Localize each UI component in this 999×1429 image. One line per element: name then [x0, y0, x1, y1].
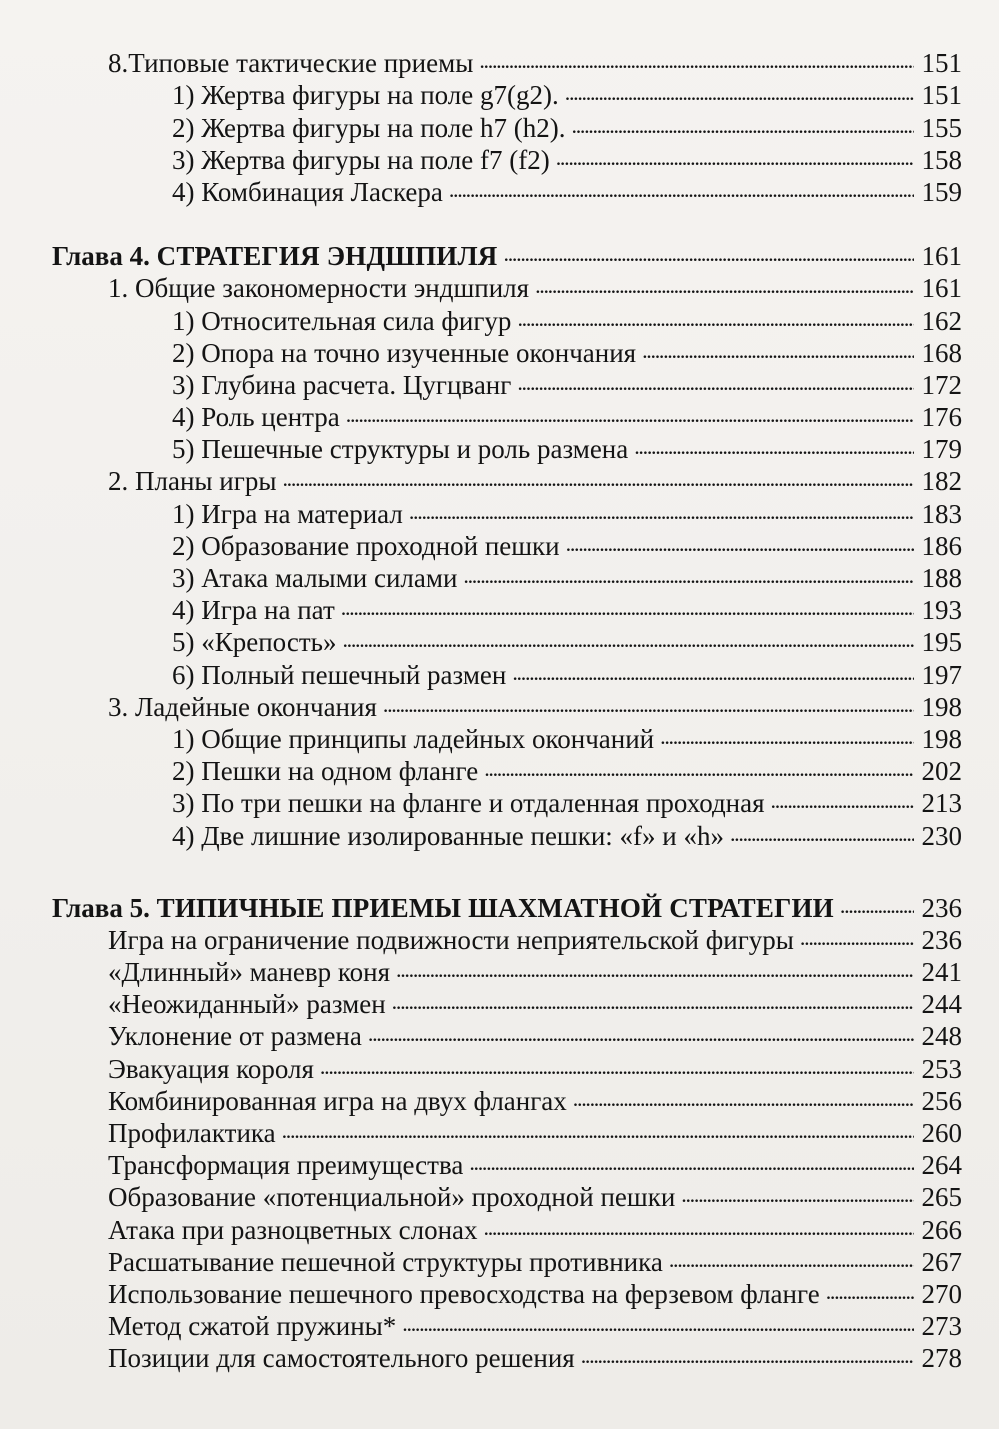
dot-leader [512, 651, 914, 683]
toc-page-number: 155 [921, 112, 962, 143]
toc-topic-title: Уклонение от размена [108, 1021, 362, 1052]
toc-item-title: 1) Общие принципы ладейных окончаний [172, 723, 655, 754]
toc-page-number: 266 [921, 1214, 962, 1245]
toc-item-title: 2) Опора на точно изученные окончания [172, 337, 637, 368]
toc-page-number: 158 [921, 144, 962, 175]
toc-topic [0, 981, 999, 1020]
toc-page-number: 265 [921, 1182, 962, 1213]
toc-topic-title: Позиции для самостоятельного решения [108, 1343, 575, 1374]
dot-leader [342, 619, 914, 651]
dot-leader [346, 394, 914, 426]
toc-page-number: 278 [921, 1343, 962, 1374]
dot-leader [730, 812, 914, 844]
toc-item [0, 137, 999, 175]
toc-page-number: 168 [921, 337, 962, 368]
toc-item-title: 4) Роль центра [172, 402, 340, 433]
toc-page-number: 256 [921, 1085, 962, 1116]
toc-page-number: 162 [921, 305, 962, 336]
toc-page-number: 195 [921, 627, 962, 658]
dot-leader [409, 490, 914, 522]
toc-page-number: 244 [921, 989, 962, 1020]
dot-leader [634, 426, 914, 458]
toc-page-number: 176 [921, 402, 962, 433]
toc-section-title: 1. Общие закономерности эндшпиля [108, 273, 530, 304]
toc-topic-title: Метод сжатой пружины* [108, 1311, 397, 1342]
toc-item [0, 426, 999, 465]
dot-leader [517, 362, 914, 394]
toc-item [0, 812, 999, 851]
toc-item-title: 6) Полный пешечный размен [172, 659, 507, 690]
toc-topic-title: Атака при разноцветных слонах [108, 1214, 478, 1245]
toc-page-number: 241 [921, 957, 962, 988]
dot-leader [800, 917, 914, 949]
toc-item [0, 362, 999, 400]
toc-page-number: 193 [921, 595, 962, 626]
dot-leader [320, 1045, 914, 1077]
toc-item-title: 5) Пешечные структуры и роль размена [172, 434, 629, 465]
toc-item [0, 297, 999, 336]
table-of-contents [0, 40, 999, 1374]
toc-item [0, 394, 999, 433]
dot-leader [840, 885, 914, 917]
toc-item [0, 780, 999, 819]
toc-item-title: 1) Относительная сила фигур [172, 305, 512, 336]
toc-item-title: 2) Пешки на одном фланге [172, 756, 479, 787]
toc-topic-title: Расшатывание пешечной структуры противника [108, 1246, 663, 1277]
toc-item [0, 523, 999, 561]
toc-topic [0, 1045, 999, 1084]
toc-section [0, 265, 999, 304]
toc-item [0, 169, 999, 207]
toc-page-number: 198 [921, 691, 962, 722]
toc-item-title: 2) Жертва фигуры на поле h7 (h2). [172, 112, 566, 143]
toc-item-title: 3) Жертва фигуры на поле f7 (f2) [172, 144, 550, 175]
toc-topic [0, 1013, 999, 1052]
toc-topic-title: Профилактика [108, 1118, 276, 1148]
toc-page-number: 264 [921, 1150, 962, 1181]
toc-topic [0, 917, 999, 955]
toc-item-title: 2) Образование проходной пешки [172, 530, 560, 561]
dot-leader [484, 1206, 914, 1238]
dot-leader [383, 684, 914, 716]
toc-topic [0, 1335, 999, 1374]
toc-item [0, 104, 999, 143]
dot-leader [396, 949, 914, 981]
toc-topic [0, 1271, 999, 1309]
toc-item [0, 716, 999, 754]
toc-page-number: 202 [921, 756, 962, 787]
toc-item-title: 1) Игра на материал [172, 498, 403, 529]
toc-page-number: 182 [921, 466, 962, 497]
toc-topic [0, 1174, 999, 1213]
toc-topic-title: «Длинный» маневр коня [108, 957, 391, 988]
dot-leader [660, 716, 914, 748]
toc-item [0, 651, 999, 690]
dot-leader [826, 1271, 914, 1303]
toc-page-number: 151 [921, 80, 962, 111]
dot-leader [517, 297, 914, 329]
dot-leader [392, 981, 914, 1013]
chapter-prefix: Глава 5. [52, 892, 150, 923]
chapter-name: ТИПИЧНЫЕ ПРИЕМЫ ШАХМАТНОЙ СТРАТЕГИИ [156, 892, 834, 923]
toc-topic [0, 1206, 999, 1245]
spacer [0, 201, 999, 233]
toc-topic-title: Комбинированная игра на двух флангах [108, 1085, 567, 1116]
dot-leader [581, 1335, 914, 1367]
toc-section [0, 458, 999, 497]
chapter-name: СТРАТЕГИЯ ЭНДШПИЛЯ [156, 241, 498, 272]
toc-item-title: 5) «Крепость» [172, 627, 337, 658]
toc-item [0, 555, 999, 593]
toc-topic-title: Образование «потенциальной» проходной пешки [108, 1182, 676, 1213]
toc-section-title: 8.Типовые тактические приемы [108, 48, 474, 79]
toc-item [0, 330, 999, 368]
toc-item-title: 4) Комбинация Ласкера [172, 176, 443, 207]
toc-page-number: 186 [921, 530, 962, 561]
toc-page-number: 260 [921, 1118, 962, 1148]
toc-item [0, 587, 999, 626]
toc-item-title: 3) Глубина расчета. Цугцванг [172, 369, 512, 400]
toc-page-number: 151 [921, 48, 962, 79]
toc-topic [0, 1142, 999, 1181]
dot-leader [469, 1142, 914, 1174]
dot-leader [484, 748, 914, 780]
toc-page-number: 236 [921, 892, 962, 923]
dot-leader [341, 587, 914, 619]
toc-page-number: 253 [921, 1053, 962, 1084]
dot-leader [556, 137, 914, 169]
toc-topic-title: Использование пешечного превосходства на ферзевом фланге [108, 1278, 820, 1309]
toc-section-title: 2. Планы игры [108, 466, 277, 497]
toc-item-title: 3) По три пешки на фланге и отдаленная проходная [172, 788, 765, 819]
dot-leader [642, 330, 914, 362]
dot-leader [479, 40, 914, 72]
dot-leader [402, 1303, 914, 1335]
toc-page-number: 198 [921, 723, 962, 754]
toc-topic-title: Трансформация преимущества [108, 1150, 464, 1181]
toc-page-number: 179 [921, 434, 962, 465]
toc-topic-title: Эвакуация короля [108, 1053, 314, 1084]
dot-leader [504, 233, 914, 265]
toc-topic-title: «Неожиданный» размен [108, 989, 386, 1020]
dot-leader [771, 780, 914, 812]
toc-item [0, 619, 999, 658]
toc-topic-title: Игра на ограничение подвижности неприятельской фигуры [108, 924, 794, 955]
dot-leader [565, 72, 914, 104]
toc-page-number: 236 [921, 924, 962, 955]
dot-leader [572, 104, 915, 136]
toc-item [0, 748, 999, 787]
dot-leader [368, 1013, 914, 1045]
toc-topic [0, 1303, 999, 1342]
chapter-prefix: Глава 4. [52, 241, 150, 272]
toc-topic [0, 949, 999, 988]
toc-section [0, 40, 999, 79]
toc-page-number: 161 [921, 273, 962, 304]
toc-item [0, 72, 999, 111]
toc-item-title: 3) Атака малыми силами [172, 563, 458, 593]
toc-topic [0, 1239, 999, 1277]
toc-page-number: 270 [921, 1278, 962, 1309]
toc-page-number: 248 [921, 1021, 962, 1052]
dot-leader [282, 458, 914, 490]
dot-leader [282, 1110, 914, 1142]
dot-leader [535, 265, 914, 297]
dot-leader [449, 169, 914, 201]
toc-page-number: 159 [921, 176, 962, 207]
toc-section-title: 3. Ладейные окончания [108, 691, 377, 722]
toc-chapter [0, 233, 999, 272]
toc-item-title: 1) Жертва фигуры на поле g7(g2). [172, 80, 559, 111]
dot-leader [463, 555, 914, 587]
toc-page-number: 230 [921, 820, 962, 851]
toc-topic [0, 1078, 999, 1116]
toc-item [0, 490, 999, 529]
dot-leader [681, 1174, 914, 1206]
dot-leader [573, 1078, 914, 1110]
toc-section [0, 684, 999, 722]
dot-leader [566, 523, 914, 555]
toc-page-number: 183 [921, 498, 962, 529]
toc-page-number: 213 [921, 788, 962, 819]
toc-page-number: 188 [921, 563, 962, 593]
toc-page-number: 172 [921, 369, 962, 400]
toc-chapter [0, 885, 999, 923]
toc-item-title: 4) Игра на пат [172, 595, 335, 626]
toc-page-number: 197 [921, 659, 962, 690]
toc-page-number: 273 [921, 1311, 962, 1342]
dot-leader [669, 1239, 914, 1271]
toc-topic [0, 1110, 999, 1148]
toc-page-number: 161 [921, 241, 962, 272]
toc-page-number: 267 [921, 1246, 962, 1277]
toc-item-title: 4) Две лишние изолированные пешки: «f» и «h» [172, 820, 724, 851]
